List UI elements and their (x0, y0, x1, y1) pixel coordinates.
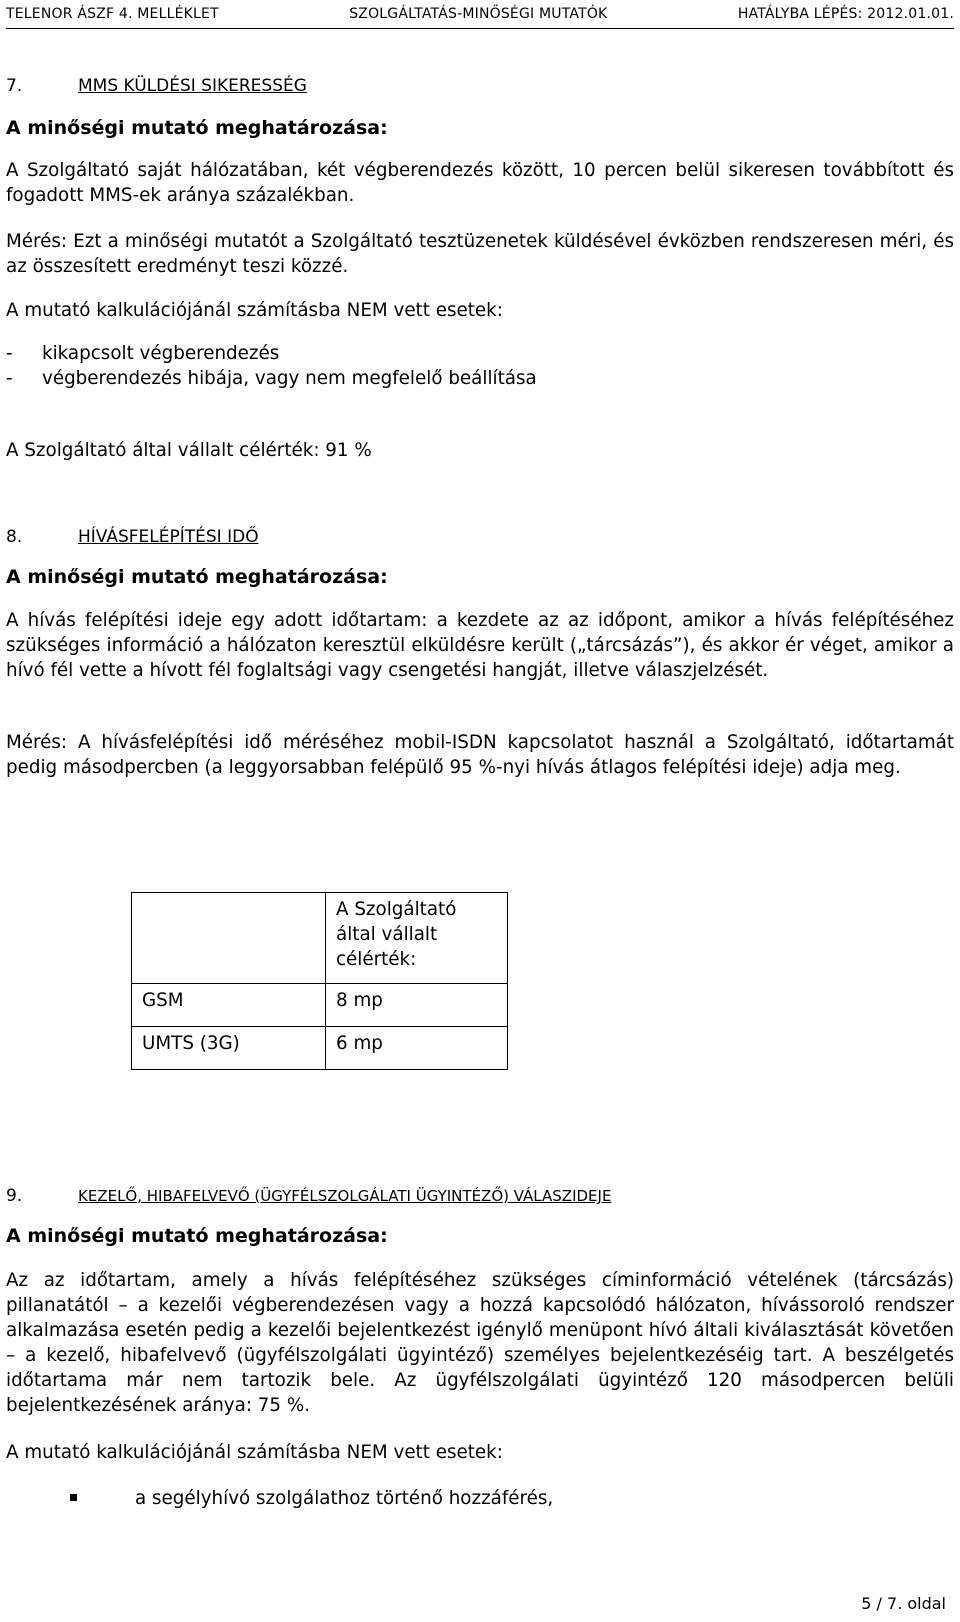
measurement-text: Mérés: A hívásfelépítési idő méréséhez mobil-ISDN kapcsolatot használ a Szolgáltató, időtartamát pedig másodpercben (a leggyorsabban felépülő 95 %-nyi hívás átlagos felépítési ideje) adja meg. (6, 732, 954, 778)
bullet-square-icon (70, 1494, 77, 1501)
header-right: HATÁLYBA LÉPÉS: 2012.01.01. (737, 6, 954, 22)
definition-text: A Szolgáltató saját hálózatában, két végberendezés között, 10 percen belül sikeresen továbbított és fogadott MMS-ek aránya százalékban. (6, 160, 954, 206)
table-cell-value: 8 mp (326, 984, 508, 1027)
section-number: 8. (6, 527, 23, 547)
excluded-item: - kikapcsolt végberendezés (6, 343, 280, 364)
page-number: 5 / 7. oldal (861, 1594, 946, 1613)
table-cell-label: GSM (132, 984, 326, 1027)
section-title-text: MMS KÜLDÉSI SIKERESSÉG (78, 76, 307, 96)
definition-text: A hívás felépítési ideje egy adott időtartam: a kezdete az az időpont, amikor a hívás felépítéséhez szükséges információ a hálózaton keresztül elküldésre került („tárcsázás”), és akkor ér véget, amikor a hívó fél vette a hívott fél foglaltsági vagy csengetési hangját, illetve válaszjelzését. (6, 610, 954, 681)
header-left: TELENOR ÁSZF 4. MELLÉKLET (6, 6, 219, 22)
section-number: 9. (6, 1186, 23, 1206)
header-center: SZOLGÁLTATÁS-MINŐSÉGI MUTATÓK (349, 6, 608, 22)
definition-heading: A minőségi mutató meghatározása: (6, 117, 388, 139)
definition-heading: A minőségi mutató meghatározása: (6, 566, 388, 588)
definition-heading: A minőségi mutató meghatározása: (6, 1225, 388, 1247)
section-title-text: HÍVÁSFELÉPÍTÉSI IDŐ (78, 527, 259, 547)
definition-text: Az az időtartam, amely a hívás felépítéséhez szükséges címinformáció vételének (tárcsázás) pillanatától – a kezelői végberendezésen vagy a hozzá kapcsolódó hálózaton, hívássoroló rendszer alkalmazása esetén pedig a kezelői bejelentkezést igénylő menüpont hívó általi kiválasztását követően – a kezelő, hibafelvevő (ügyfélszolgálati ügyintéző) személyes bejelentkezéséig tart. A beszélgetés időtartama már nem tartozik bele. Az ügyfélszolgálati ügyintéző 120 másodpercen belüli bejelentkezésének aránya: 75 %. (6, 1270, 954, 1416)
table-header-empty (132, 893, 326, 984)
measurement-text: Mérés: Ezt a minőségi mutatót a Szolgáltató tesztüzenetek küldésével évközben rendszeresen méri, és az összesített eredményt teszi közzé. (6, 231, 954, 277)
excluded-item: a segélyhívó szolgálathoz történő hozzáférés, (6, 1488, 553, 1509)
table-row (132, 1027, 508, 1070)
section-title-text: KEZELŐ, HIBAFELVEVŐ (ÜGYFÉLSZOLGÁLATI ÜGYINTÉZŐ) VÁLASZIDEJE (78, 1187, 612, 1205)
excluded-heading: A mutató kalkulációjánál számításba NEM vett esetek: (6, 1442, 503, 1463)
section-7-title (6, 76, 307, 96)
excluded-heading: A mutató kalkulációjánál számításba NEM vett esetek: (6, 300, 503, 321)
table-header-row (132, 893, 508, 984)
goal-text: A Szolgáltató által vállalt célérték: 91 % (6, 440, 372, 461)
table-cell-label: UMTS (3G) (132, 1027, 326, 1070)
section-9-title (6, 1186, 611, 1206)
page-header (6, 6, 954, 29)
section-8-title (6, 527, 259, 547)
section-number: 7. (6, 76, 23, 96)
excluded-item: - végberendezés hibája, vagy nem megfelelő beállítása (6, 368, 537, 389)
table-cell-value: 6 mp (326, 1027, 508, 1070)
table-header-cell: A Szolgáltató által vállalt célérték: (326, 893, 508, 984)
target-table (131, 892, 508, 1070)
table-row (132, 984, 508, 1027)
